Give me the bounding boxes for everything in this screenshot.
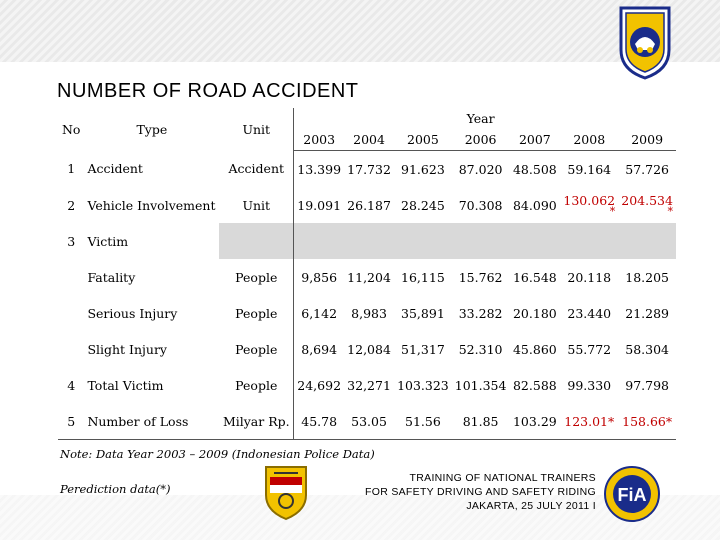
row-unit: Accident: [228, 161, 285, 177]
value-cell: 97.798: [625, 377, 669, 393]
value-cell: 58.304: [625, 341, 669, 357]
table-row: [58, 223, 676, 259]
value-cell: 48.508: [512, 161, 557, 177]
header-texture: [0, 0, 720, 62]
year-2006: 2006: [452, 128, 510, 151]
row-number: 4: [67, 377, 76, 393]
table-row: [58, 151, 676, 188]
year-2008: 2008: [560, 128, 618, 151]
year-2009: 2009: [618, 128, 676, 151]
value-cell: 51,317: [401, 341, 445, 357]
predicted-value-cell: 158.66*: [618, 403, 676, 440]
row-unit: People: [235, 341, 278, 357]
organization-emblem-logo: [617, 4, 673, 80]
value-cell: 26.187: [347, 197, 391, 213]
row-unit: People: [235, 269, 278, 285]
predicted-value-cell: [618, 187, 676, 223]
row-type: Vehicle Involvement: [87, 197, 216, 213]
value-cell: 12,084: [347, 341, 391, 357]
value-cell: 24,692: [294, 367, 344, 403]
predicted-value: 204.534: [621, 192, 673, 208]
value-cell: 82.588: [512, 377, 557, 393]
value-cell: 57.726: [625, 161, 669, 177]
year-2007: 2007: [509, 128, 560, 151]
header-year: Year: [466, 110, 495, 126]
table-row: [58, 295, 676, 331]
source-note: Note: Data Year 2003 – 2009 (Indonesian Police Data): [60, 447, 375, 461]
value-cell: 103.323: [397, 377, 449, 393]
year-2004: 2004: [344, 128, 394, 151]
prediction-mark: *: [609, 204, 616, 218]
value-cell: 8,983: [351, 305, 387, 321]
predicted-value: 130.062: [563, 192, 616, 208]
accident-table: [58, 108, 676, 440]
value-cell: 59.164: [567, 161, 612, 177]
prediction-note: Perediction data(*): [60, 482, 171, 496]
value-cell: 91.623: [401, 161, 445, 177]
training-line: TRAINING OF NATIONAL TRAINERS: [409, 472, 596, 484]
fia-logo: [604, 466, 660, 522]
row-type: Serious Injury: [87, 305, 178, 321]
table-row: [58, 367, 676, 403]
value-cell: 32,271: [347, 377, 391, 393]
value-cell: 84.090: [512, 197, 557, 213]
value-cell: 6,142: [294, 295, 344, 331]
value-cell: 81.85: [452, 403, 510, 440]
row-number: 5: [58, 403, 84, 440]
value-cell: 20.118: [567, 269, 612, 285]
value-cell: 101.354: [454, 377, 507, 393]
value-cell: 55.772: [567, 341, 612, 357]
row-type: Number of Loss: [84, 403, 219, 440]
training-caption: [330, 471, 596, 513]
prediction-mark: *: [667, 204, 673, 218]
value-cell: 33.282: [458, 305, 503, 321]
year-2005: 2005: [394, 128, 452, 151]
page-title: NUMBER OF ROAD ACCIDENT: [57, 80, 359, 102]
table-row: [58, 331, 676, 367]
row-type: Total Victim: [87, 377, 164, 393]
table-row: [58, 259, 676, 295]
header-no: No: [61, 121, 81, 137]
row-unit: People: [235, 377, 278, 393]
value-cell: 45.78: [294, 403, 344, 440]
value-cell: 13.399: [294, 151, 344, 188]
value-cell: 17.732: [347, 161, 391, 177]
value-cell: 99.330: [567, 377, 612, 393]
year-2003: 2003: [294, 128, 344, 151]
row-type: Slight Injury: [87, 341, 167, 357]
value-cell: 70.308: [458, 197, 503, 213]
row-number: 2: [67, 197, 76, 213]
row-type: Accident: [87, 161, 143, 177]
row-number: 1: [67, 161, 76, 177]
safety-riding-logo: [260, 463, 312, 521]
value-cell: 9,856: [294, 259, 344, 295]
row-type: Victim: [87, 233, 129, 249]
row-type: Fatality: [87, 269, 136, 285]
training-line: FOR SAFETY DRIVING AND SAFETY RIDING: [365, 486, 596, 498]
value-cell: 15.762: [458, 269, 503, 285]
value-cell: 87.020: [458, 161, 503, 177]
row-unit: People: [235, 305, 278, 321]
value-cell: 11,204: [347, 269, 391, 285]
value-cell: 19.091: [294, 187, 344, 223]
training-line: JAKARTA, 25 JULY 2011 I: [466, 500, 596, 512]
value-cell: 51.56: [394, 403, 452, 440]
table-row: [58, 187, 676, 223]
value-cell: 35,891: [401, 305, 445, 321]
value-cell: 45.860: [512, 341, 557, 357]
value-cell: 16,115: [401, 269, 445, 285]
row-number: 3: [67, 233, 76, 249]
value-cell: 103.29: [509, 403, 560, 440]
value-cell: 28.245: [401, 197, 445, 213]
value-cell: 8,694: [294, 331, 344, 367]
row-unit: Milyar Rp.: [219, 403, 294, 440]
value-cell: 20.180: [512, 305, 557, 321]
fia-logo-text: FiA: [617, 485, 647, 505]
value-cell: 52.310: [458, 341, 503, 357]
header-unit: Unit: [242, 121, 271, 137]
value-cell: 16.548: [512, 269, 557, 285]
header-type: Type: [136, 121, 168, 137]
predicted-value-cell: [560, 187, 618, 223]
table-row: [58, 403, 676, 440]
value-cell: 23.440: [567, 305, 612, 321]
value-cell: 21.289: [625, 305, 669, 321]
value-cell: 53.05: [344, 403, 394, 440]
value-cell: 18.205: [625, 269, 669, 285]
predicted-value-cell: 123.01*: [560, 403, 618, 440]
row-unit: Unit: [242, 197, 271, 213]
